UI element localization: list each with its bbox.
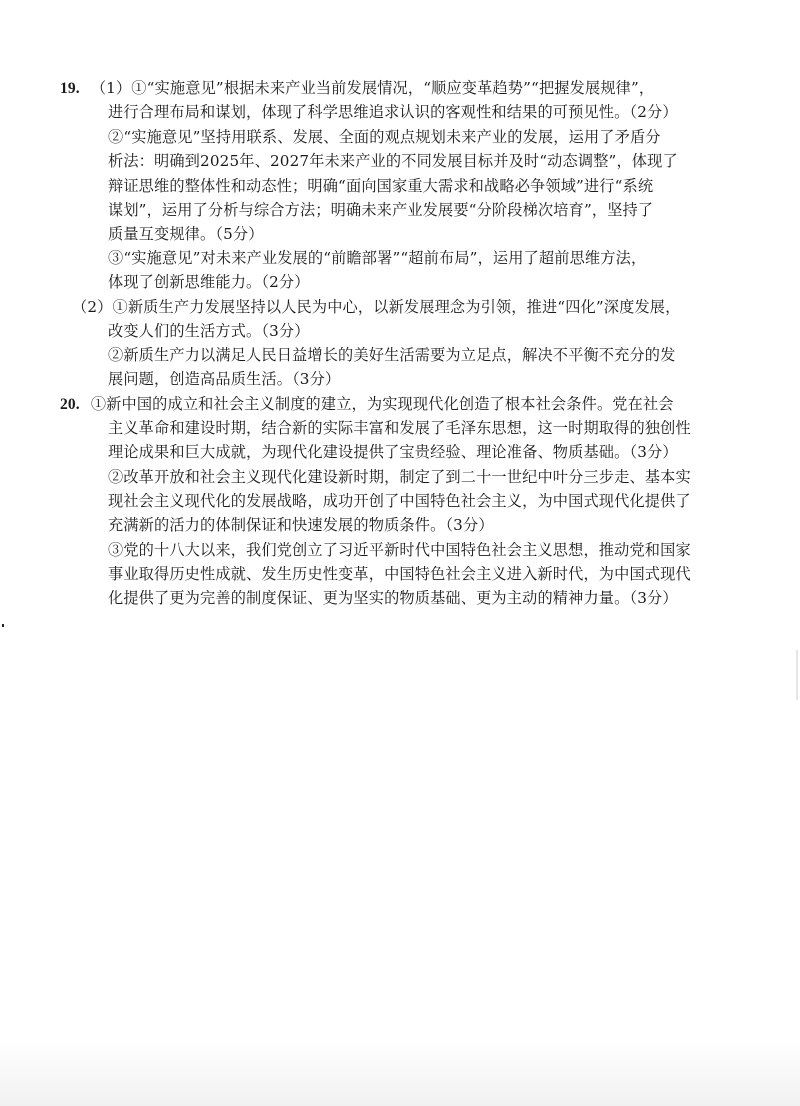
answer-line: 辩证思维的整体性和动态性；明确“面向国家重大需求和战略必争领域”进行“系统: [108, 177, 654, 195]
answer-line: ②改革开放和社会主义现代化建设新时期，制定了到二十一世纪中叶分三步走、基本实: [108, 468, 691, 486]
question-number: 19.: [60, 80, 80, 97]
scan-edge-shadow: [796, 650, 798, 700]
answer-line: 质量互变规律。（5分）: [108, 225, 264, 243]
answer-text: （1）①“实施意见”根据未来产业当前发展情况，“顺应变革趋势”“把握发展规律”，: [90, 79, 655, 97]
answer-line: ③“实施意见”对未来产业发展的“前瞻部署”“超前布局”，运用了超前思维方法，: [108, 249, 647, 267]
answer-line: 化提供了更为完善的制度保证、更为坚实的物质基础、更为主动的精神力量。（3分）: [108, 589, 678, 607]
answer-text: ①新中国的成立和社会主义制度的建立，为实现现代化创造了根本社会条件。党在社会: [90, 395, 674, 413]
question-number: 20.: [60, 396, 80, 413]
answer-line: ②“实施意见”坚持用联系、发展、全面的观点规划未来产业的发展，运用了矛盾分: [108, 128, 661, 146]
answer-line: 进行合理布局和谋划，体现了科学思维追求认识的客观性和结果的可预见性。（2分）: [108, 103, 678, 121]
answer-line: 体现了创新思维能力。（2分）: [108, 273, 310, 291]
answer-line: 主义革命和建设时期，结合新的实际丰富和发展了毛泽东思想，这一时期取得的独创性: [108, 419, 691, 437]
answer-line: [60, 78, 654, 99]
answer-line: 谋划”，运用了分析与综合方法；明确未来产业发展要“分阶段梯次培育”，坚持了: [108, 201, 654, 219]
answer-line: ③党的十八大以来，我们党创立了习近平新时代中国特色社会主义思想，推动党和国家: [108, 541, 691, 559]
scan-bottom-shade: [0, 1040, 800, 1106]
scan-edge-mark: [2, 624, 4, 627]
answer-line: （2）①新质生产力发展坚持以人民为中心，以新发展理念为引领，推进“四化”深度发展，: [72, 298, 681, 316]
answer-line: 事业取得历史性成就、发生历史性变革，中国特色社会主义进入新时代，为中国式现代: [108, 565, 691, 583]
answer-line: 改变人们的生活方式。（3分）: [108, 322, 310, 340]
answer-line: 展问题，创造高品质生活。（3分）: [108, 370, 341, 388]
answer-line: 理论成果和巨大成就，为现代化建设提供了宝贵经验、理论准备、物质基础。（3分）: [108, 443, 678, 461]
answer-line: 现社会主义现代化的发展战略，成功开创了中国特色社会主义，为中国式现代化提供了: [108, 492, 691, 510]
answer-line: 析法：明确到2025年、2027年未来产业的不同发展目标并及时“动态调整”，体现了: [108, 152, 678, 170]
answer-line: [60, 394, 674, 415]
answer-line: 充满新的活力的体制保证和快速发展的物质条件。（3分）: [108, 516, 494, 534]
answer-line: ②新质生产力以满足人民日益增长的美好生活需要为立足点，解决不平衡不充分的发: [108, 346, 676, 364]
